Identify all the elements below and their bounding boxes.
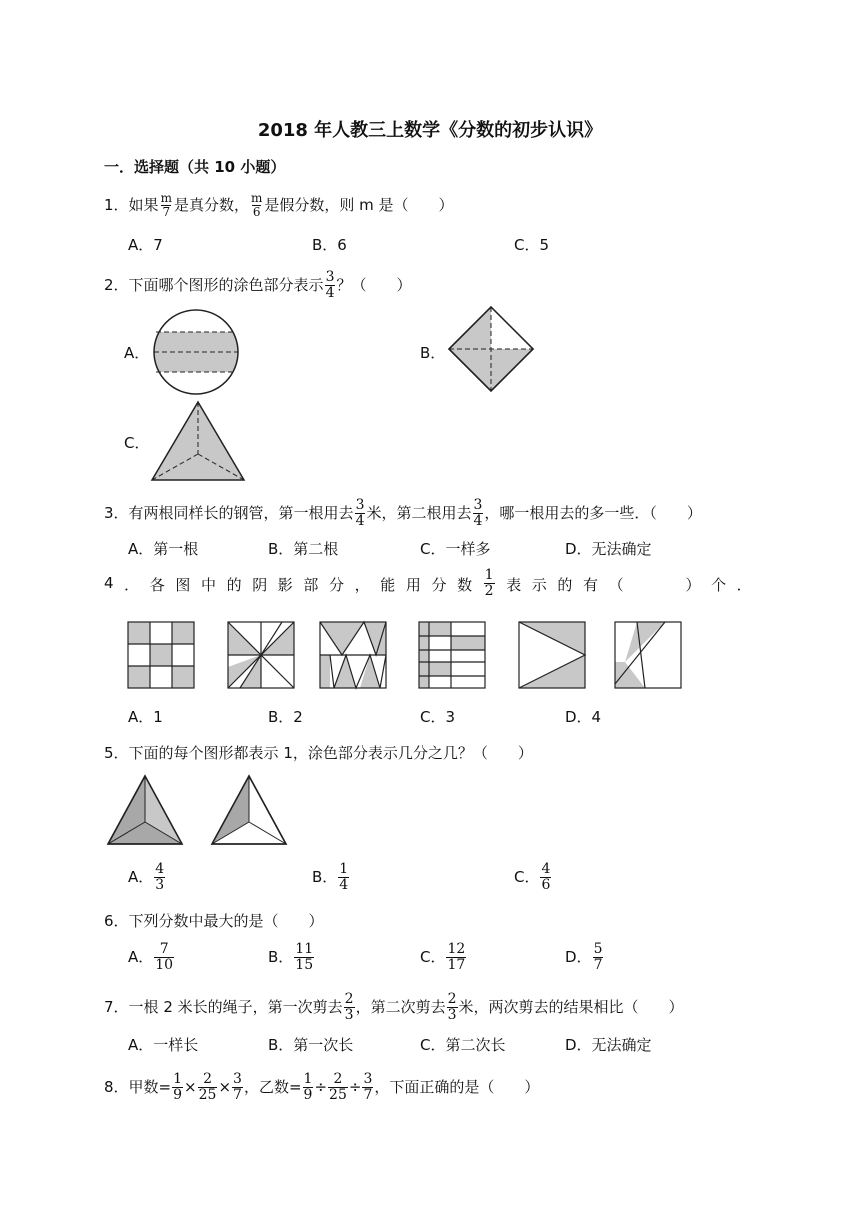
- strips-figure: [419, 622, 485, 688]
- question-char: [660, 574, 675, 599]
- option-a: A．1: [128, 708, 163, 726]
- denominator: 3: [344, 1007, 354, 1023]
- denominator: 7: [593, 957, 603, 973]
- question-text: ，乙数=: [243, 1078, 302, 1096]
- numerator: 1: [484, 567, 494, 583]
- grid-figure-1: [128, 622, 194, 688]
- denominator: 10: [155, 957, 174, 973]
- numerator: 2: [333, 1071, 343, 1087]
- question-char: 的: [226, 576, 242, 594]
- numerator: 3: [233, 1071, 242, 1087]
- question-char: 个: [711, 576, 727, 594]
- question-char: 能: [380, 576, 396, 594]
- question-number: 7．: [104, 998, 129, 1016]
- numerator: 2: [447, 991, 457, 1007]
- option-a: [128, 942, 175, 973]
- times-sign: ×: [218, 1078, 232, 1096]
- question-char: 有: [583, 576, 599, 594]
- option-b: [268, 942, 315, 973]
- figure-label-b: B．: [420, 344, 446, 362]
- option-label: D．: [565, 948, 592, 966]
- denominator: 9: [173, 1087, 183, 1103]
- page-title: 2018 年人教三上数学《分数的初步认识》: [257, 120, 603, 141]
- triangle-shaded-one: [210, 774, 288, 846]
- option-a: A．7: [128, 236, 163, 254]
- option-label: B．: [312, 868, 338, 886]
- triangle-figure: [150, 400, 246, 482]
- option-c: [420, 942, 467, 973]
- question-char: ，: [354, 576, 370, 594]
- question-number: 2．: [104, 276, 129, 294]
- question-char: 中: [200, 576, 216, 594]
- numerator: 2: [344, 991, 354, 1007]
- question-5: [104, 742, 533, 763]
- fraction: [355, 498, 366, 529]
- option-d: D．4: [565, 708, 602, 726]
- fraction: [325, 270, 336, 301]
- denominator: 7: [233, 1087, 242, 1103]
- question-number: 6．: [104, 912, 129, 930]
- denominator: 4: [355, 513, 365, 529]
- numerator: 12: [447, 941, 466, 957]
- fraction: [362, 1072, 373, 1103]
- question-text: ？（ ）: [336, 276, 412, 294]
- fraction: [303, 1072, 314, 1103]
- question-text: ，第二次剪去: [355, 998, 446, 1016]
- question-char: 的: [557, 576, 573, 594]
- fraction: [473, 498, 484, 529]
- fraction: [250, 192, 263, 219]
- question-char: 图: [175, 576, 191, 594]
- question-char: [634, 574, 649, 599]
- question-char: ．: [124, 576, 140, 594]
- option-d: D．无法确定: [565, 1036, 652, 1054]
- fraction: [328, 1072, 348, 1103]
- numerator: 1: [339, 861, 349, 877]
- option-c: C．第二次长: [420, 1036, 506, 1054]
- numerator: 3: [473, 497, 483, 513]
- question-char: 数: [457, 576, 473, 594]
- option-c: C．5: [514, 236, 550, 254]
- question-text: 如果: [128, 196, 159, 214]
- option-label: C．: [514, 868, 540, 886]
- triangle-shaded-two: [106, 774, 184, 846]
- question-char: 表: [506, 576, 522, 594]
- question-2: [104, 270, 412, 301]
- option-b: B．6: [312, 236, 347, 254]
- denominator: 6: [541, 877, 551, 893]
- section-heading: 一．选择题（共 10 小题）: [104, 158, 286, 176]
- fraction: [160, 192, 173, 219]
- numerator: 2: [203, 1071, 212, 1087]
- question-text: 是真分数，: [173, 196, 249, 214]
- fraction: [172, 1072, 183, 1103]
- question-char: 阴: [252, 576, 268, 594]
- denominator: 3: [155, 877, 165, 893]
- figure-label-a: A．: [124, 344, 150, 362]
- times-sign: ×: [184, 1078, 197, 1096]
- question-number: 8．: [104, 1078, 129, 1096]
- denominator: 17: [447, 957, 466, 973]
- question-text: 下面的每个图形都表示 1，涂色部分表示几分之几？（ ）: [128, 744, 533, 762]
- question-char: 示: [531, 576, 547, 594]
- question-char: 用: [405, 576, 421, 594]
- denominator: 9: [303, 1087, 313, 1103]
- option-b: B．第二根: [268, 540, 339, 558]
- fraction: [198, 1072, 218, 1103]
- question-char: ）: [685, 576, 701, 594]
- question-6: [104, 910, 324, 931]
- numerator: 11: [295, 941, 314, 957]
- question-text: ，下面正确的是（ ）: [374, 1078, 540, 1096]
- question-text: ，哪一根用去的多一些．（ ）: [484, 504, 702, 522]
- divide-sign: ÷: [348, 1078, 362, 1096]
- numerator: 1: [303, 1071, 313, 1087]
- numerator: m: [250, 191, 263, 205]
- question-char: 各: [149, 576, 165, 594]
- question-3: [104, 498, 702, 529]
- question-number: 3．: [104, 504, 129, 522]
- option-label: A．: [128, 948, 154, 966]
- denominator: 4: [473, 513, 483, 529]
- divide-sign: ÷: [314, 1078, 328, 1096]
- option-c: C．3: [420, 708, 456, 726]
- question-number: 1．: [104, 196, 129, 214]
- question-number: 5．: [104, 744, 129, 762]
- denominator: 25: [198, 1087, 217, 1103]
- fraction: [344, 992, 355, 1023]
- fraction: [540, 862, 551, 893]
- fraction: [338, 862, 349, 893]
- question-8: [104, 1072, 539, 1103]
- question-text: 有两根同样长的钢管，第一根用去: [128, 504, 354, 522]
- question-char: 分: [329, 576, 345, 594]
- denominator: 7: [363, 1087, 373, 1103]
- fraction: [484, 568, 495, 599]
- question-text: 下面哪个图形的涂色部分表示: [128, 276, 324, 294]
- option-b: B．2: [268, 708, 303, 726]
- fraction: [593, 942, 604, 973]
- question-text: 米，第二根用去: [366, 504, 472, 522]
- numerator: 4: [541, 861, 551, 877]
- fraction: [294, 942, 314, 973]
- question-text: 米，两次剪去的结果相比（ ）: [458, 998, 684, 1016]
- option-c: C．一样多: [420, 540, 491, 558]
- question-4: [104, 567, 752, 599]
- numerator: 3: [325, 269, 335, 285]
- option-d: [565, 942, 604, 973]
- figure-label-c: C．: [124, 434, 150, 452]
- option-label: B．: [268, 948, 294, 966]
- denominator: 3: [447, 1007, 457, 1023]
- denominator: 4: [339, 877, 349, 893]
- option-b: B．第一次长: [268, 1036, 354, 1054]
- numerator: 1: [173, 1071, 183, 1087]
- numerator: 5: [593, 941, 603, 957]
- diamond-figure: [448, 306, 534, 392]
- question-text: 是假分数，则 m 是（ ）: [264, 196, 454, 214]
- fraction: [446, 942, 466, 973]
- option-b: [312, 862, 350, 893]
- question-char: 分: [431, 576, 447, 594]
- numerator: 3: [355, 497, 365, 513]
- option-label: A．: [128, 868, 154, 886]
- question-text: 一根 2 米长的绳子，第一次剪去: [128, 998, 343, 1016]
- arrow-figure: [519, 622, 585, 688]
- question-char: 影: [277, 576, 293, 594]
- zigzag-figure: [320, 622, 386, 688]
- numerator: 4: [155, 861, 165, 877]
- question-7: [104, 992, 684, 1023]
- option-a: A．第一根: [128, 540, 199, 558]
- denominator: 2: [484, 583, 494, 599]
- option-a: [128, 862, 166, 893]
- numerator: 7: [159, 941, 169, 957]
- numerator: m: [160, 191, 172, 205]
- question-text: 甲数=: [128, 1078, 172, 1096]
- question-1: [104, 192, 454, 219]
- option-label: C．: [420, 948, 446, 966]
- denominator: 4: [325, 285, 335, 301]
- numerator: 3: [363, 1071, 373, 1087]
- fraction: [154, 942, 174, 973]
- question-char: 部: [303, 576, 319, 594]
- denominator: 25: [329, 1087, 347, 1103]
- question-char: （: [608, 576, 624, 594]
- denominator: 15: [295, 957, 314, 973]
- option-a: A．一样长: [128, 1036, 199, 1054]
- denominator: 6: [252, 205, 261, 219]
- circle-figure: [152, 308, 240, 396]
- fraction: [447, 992, 458, 1023]
- slanted-figure: [615, 622, 681, 688]
- fraction: [232, 1072, 243, 1103]
- question-text: 下列分数中最大的是（ ）: [128, 912, 324, 930]
- pinwheel-figure: [228, 622, 294, 688]
- question-char: 4: [104, 574, 114, 592]
- option-d: D．无法确定: [565, 540, 652, 558]
- denominator: 7: [162, 205, 171, 219]
- fraction: [154, 862, 165, 893]
- question-char: ．: [736, 576, 752, 594]
- option-c: [514, 862, 552, 893]
